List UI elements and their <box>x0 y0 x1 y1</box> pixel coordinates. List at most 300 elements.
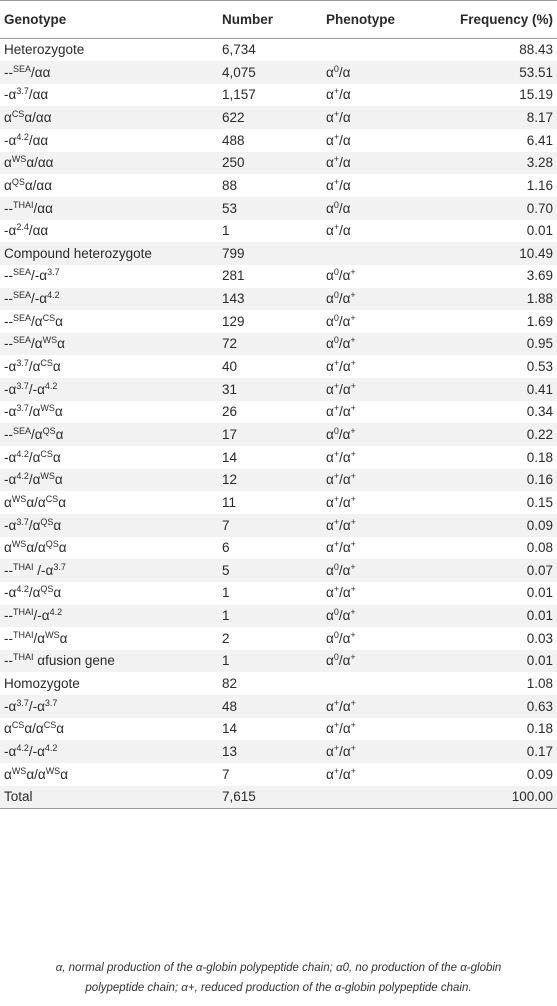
phenotype-cell-text: α <box>326 64 334 80</box>
phenotype-cell <box>322 514 442 537</box>
phenotype-cell-text: α <box>326 721 334 737</box>
genotype-cell-text: -α <box>4 743 17 759</box>
phenotype-cell-superscript: 0 <box>333 312 339 323</box>
frequency-cell: 0.01 <box>526 585 553 601</box>
phenotype-cell-text: /α <box>339 585 351 601</box>
genotype-cell-text: /α <box>28 359 41 375</box>
number-cell: 4,075 <box>218 61 322 84</box>
frequency-cell: 3.69 <box>526 268 553 284</box>
phenotype-cell-superscript: 0 <box>333 335 339 346</box>
phenotype-cell-text: α <box>326 562 334 578</box>
phenotype-cell-text: /α <box>338 313 351 329</box>
phenotype-cell-text: /α <box>338 336 351 352</box>
genotype-cell <box>0 786 218 809</box>
phenotype-cell <box>322 61 442 84</box>
footnote-line-2: polypeptide chain; α+, reduced production of the α-globin polypeptide chain. <box>85 982 472 994</box>
number-cell: 11 <box>222 494 237 510</box>
genotype-cell <box>0 740 218 763</box>
genotype-cell-text: α <box>4 494 12 510</box>
number-cell: 281 <box>222 268 245 284</box>
genotype-cell-superscript: 4.2 <box>47 290 60 301</box>
number-cell: 26 <box>222 404 238 420</box>
table-row <box>0 174 557 197</box>
genotype-cell-superscript: WS <box>11 765 27 776</box>
phenotype-cell-text: /α <box>339 404 351 420</box>
phenotype-cell <box>322 446 442 469</box>
genotype-cell-superscript: 3.7 <box>53 561 66 572</box>
phenotype-cell-superscript: 0 <box>333 629 339 640</box>
number-cell: 7 <box>222 766 230 782</box>
number-cell: 1,157 <box>222 87 256 103</box>
genotype-cell-text: α <box>53 517 62 533</box>
number-cell: 48 <box>218 695 322 718</box>
phenotype-cell-text: /α <box>338 608 351 624</box>
phenotype-cell-text: α <box>326 698 334 714</box>
table-row <box>0 559 557 582</box>
phenotype-cell-superscript: 0 <box>333 652 339 663</box>
frequency-cell: 1.88 <box>442 288 557 311</box>
frequency-cell: 0.17 <box>442 740 557 763</box>
number-cell: 6,734 <box>222 42 256 58</box>
frequency-cell: 0.09 <box>442 514 557 537</box>
genotype-cell-superscript: 4.2 <box>16 471 29 482</box>
genotype-cell <box>0 446 218 469</box>
phenotype-cell-text: /α <box>338 653 351 669</box>
phenotype-cell-text: /α <box>339 743 351 759</box>
genotype-cell-text: -α <box>4 381 17 397</box>
genotype-cell-text: α <box>4 540 12 556</box>
phenotype-cell-text: α <box>326 223 334 239</box>
phenotype-cell-superscript: + <box>350 471 356 482</box>
number-cell: 2 <box>222 630 230 646</box>
number-cell: 1 <box>222 585 230 601</box>
number-cell: 488 <box>222 132 245 148</box>
frequency-cell: 0.16 <box>442 469 557 492</box>
frequency-cell: 0.01 <box>526 223 553 239</box>
phenotype-cell-superscript: + <box>350 584 356 595</box>
phenotype-cell-superscript: 0 <box>333 199 339 210</box>
genotype-cell-text: α <box>54 472 63 488</box>
phenotype-cell-text: /α <box>338 291 351 307</box>
genotype-cell-superscript: QS <box>45 539 59 550</box>
genotype-cell-text: α <box>4 766 12 782</box>
phenotype-cell-text: /α <box>338 426 351 442</box>
phenotype-cell-superscript: + <box>333 222 340 233</box>
phenotype-cell-text: α <box>326 585 334 601</box>
phenotype-cell-superscript: + <box>333 131 340 142</box>
genotype-cell-text: -α <box>4 585 17 601</box>
number-cell: 250 <box>218 152 322 175</box>
header-frequency: Frequency (%) <box>442 1 557 39</box>
genotype-cell <box>0 718 218 741</box>
phenotype-cell-text: α <box>326 630 334 646</box>
genotype-cell-text: -- <box>4 562 13 578</box>
genotype-cell-text: -- <box>4 291 13 307</box>
phenotype-cell-superscript: + <box>333 154 340 165</box>
genotype-cell-text: α <box>56 721 65 737</box>
frequency-cell: 1.08 <box>526 676 553 691</box>
phenotype-cell-superscript: + <box>350 312 356 323</box>
table-row <box>0 537 557 560</box>
phenotype-cell-text: /α <box>339 87 351 103</box>
phenotype-cell-superscript: + <box>333 471 340 482</box>
frequency-cell: 0.95 <box>442 333 557 356</box>
genotype-cell-text: Total <box>4 788 33 804</box>
phenotype-cell-text: α <box>326 653 334 669</box>
phenotype-cell <box>322 333 442 356</box>
phenotype-cell-superscript: + <box>350 697 356 708</box>
phenotype-cell-text: /α <box>339 766 351 782</box>
phenotype-cell-text: α <box>326 359 334 375</box>
genotype-cell-superscript: WS <box>11 539 27 550</box>
genotype-cell-superscript: CS <box>40 358 53 369</box>
table-row <box>0 333 557 356</box>
phenotype-cell-text: α <box>326 381 334 397</box>
phenotype-cell-superscript: + <box>333 403 340 414</box>
genotype-cell-superscript: 4.2 <box>49 607 63 618</box>
genotype-cell-superscript: THAI <box>13 629 34 640</box>
phenotype-cell-text: α <box>326 517 334 533</box>
phenotype-cell-text: /α <box>339 721 351 737</box>
phenotype-cell-text: /α <box>339 381 351 397</box>
genotype-cell-text: α <box>58 494 67 510</box>
phenotype-cell-superscript: + <box>350 765 356 776</box>
genotype-cell <box>0 310 218 333</box>
phenotype-cell-text: α <box>326 426 334 442</box>
genotype-cell-text: /α <box>33 630 46 646</box>
genotype-cell-text: α <box>4 721 12 737</box>
phenotype-cell-superscript: + <box>350 267 356 278</box>
genotype-cell-text: /αα <box>33 200 53 216</box>
table-row <box>0 786 557 809</box>
phenotype-cell-text: /α <box>339 540 351 556</box>
table-row <box>0 695 557 718</box>
genotype-cell <box>0 514 218 537</box>
table-row <box>0 355 557 378</box>
genotype-cell-text: α <box>52 449 61 465</box>
phenotype-cell-text: /α <box>339 698 351 714</box>
phenotype-cell-text: α <box>326 743 334 759</box>
phenotype-cell-text: /α <box>338 630 351 646</box>
genotype-cell-superscript: 4.2 <box>16 584 29 595</box>
phenotype-cell-text: α <box>326 291 334 307</box>
table-row <box>0 378 557 401</box>
frequency-cell: 0.63 <box>442 695 557 718</box>
phenotype-cell <box>322 740 442 763</box>
table-row <box>0 310 557 333</box>
genotype-cell-text: -- <box>4 630 13 646</box>
phenotype-cell-superscript: + <box>333 539 340 550</box>
genotype-cell-text: -- <box>4 268 13 284</box>
phenotype-cell <box>322 84 442 107</box>
table-header-row <box>0 1 557 39</box>
genotype-cell-text: α/αα <box>26 155 54 171</box>
genotype-cell-text: α/α <box>26 766 46 782</box>
genotype-cell-superscript: WS <box>11 154 27 165</box>
genotype-cell <box>0 605 218 628</box>
phenotype-cell <box>322 174 442 197</box>
genotype-cell-superscript: THAI <box>13 199 34 210</box>
phenotype-cell-superscript: + <box>333 380 340 391</box>
genotype-cell-text: -α <box>4 404 17 420</box>
phenotype-cell-text: /α <box>339 359 351 375</box>
genotype-cell-text: -α <box>4 449 17 465</box>
phenotype-cell-superscript: + <box>333 516 340 527</box>
number-cell: 13 <box>218 740 322 763</box>
frequency-cell: 0.41 <box>442 378 557 401</box>
table-row <box>0 627 557 650</box>
phenotype-cell-superscript: + <box>350 290 356 301</box>
genotype-cell-superscript: THAI <box>13 561 34 572</box>
table-row <box>0 469 557 492</box>
header-genotype: Genotype <box>0 1 218 39</box>
genotype-cell-text: Heterozygote <box>4 42 85 58</box>
phenotype-cell-text: /α <box>339 223 351 239</box>
phenotype-cell <box>322 129 442 152</box>
table-footnote <box>0 958 557 998</box>
genotype-cell-text: /-α <box>33 562 54 578</box>
phenotype-cell-superscript: + <box>333 584 340 595</box>
genotype-cell-text: -α <box>4 472 17 488</box>
frequency-cell: 0.22 <box>442 423 557 446</box>
table-body <box>0 39 557 809</box>
table-row <box>0 220 557 243</box>
genotype-cell <box>0 423 218 446</box>
phenotype-cell <box>322 786 442 809</box>
genotype-cell-superscript: 3.7 <box>16 86 29 97</box>
number-cell: 14 <box>222 721 238 737</box>
genotype-cell <box>0 763 218 786</box>
phenotype-cell-text: /α <box>338 200 351 216</box>
table-row <box>0 446 557 469</box>
genotype-cell-superscript: WS <box>45 765 61 776</box>
genotype-cell-text: α <box>60 766 68 782</box>
number-cell: 129 <box>222 313 245 329</box>
table-row <box>0 672 557 695</box>
phenotype-cell-text: α <box>326 336 334 352</box>
phenotype-cell-superscript: + <box>333 720 340 731</box>
table-row <box>0 718 557 741</box>
genotype-cell <box>0 197 218 220</box>
genotype-cell-superscript: CS <box>11 108 25 119</box>
phenotype-cell-text: /α <box>339 132 351 148</box>
genotype-cell-text: -α <box>4 517 17 533</box>
genotype-cell-superscript: SEA <box>13 312 32 323</box>
genotype-cell-text: /α <box>28 472 41 488</box>
genotype-cell-superscript: QS <box>40 516 54 527</box>
phenotype-cell <box>322 310 442 333</box>
genotype-cell-text: α <box>4 177 12 193</box>
genotype-cell <box>0 401 218 424</box>
genotype-cell-superscript: CS <box>11 720 25 731</box>
phenotype-cell-superscript: + <box>333 448 340 459</box>
genotype-cell-text: /-α <box>28 381 45 397</box>
frequency-cell: 53.51 <box>442 61 557 84</box>
genotype-cell-text: -α <box>4 87 17 103</box>
phenotype-cell-text: α <box>326 132 334 148</box>
genotype-cell-text: /α <box>31 336 43 352</box>
genotype-cell-superscript: WS <box>40 471 55 482</box>
table-row <box>0 197 557 220</box>
genotype-cell <box>0 650 218 673</box>
frequency-cell: 0.34 <box>526 404 553 420</box>
genotype-cell <box>0 582 218 605</box>
genotype-cell-superscript: 3.7 <box>16 380 29 391</box>
frequency-cell: 10.49 <box>442 242 557 265</box>
phenotype-cell <box>322 242 442 265</box>
genotype-cell-superscript: CS <box>45 493 59 504</box>
phenotype-cell-superscript: + <box>350 448 356 459</box>
genotype-cell <box>0 242 218 265</box>
footnote-line-1: α, normal production of the α-globin polypeptide chain; α0, no production of the α-globin <box>55 962 502 974</box>
phenotype-cell-superscript: + <box>333 86 340 97</box>
genotype-cell-superscript: 4.2 <box>44 380 58 391</box>
phenotype-cell-text: α <box>326 449 334 465</box>
genotype-cell-superscript: CS <box>43 720 57 731</box>
frequency-cell: 15.19 <box>519 87 553 103</box>
phenotype-cell <box>322 401 442 424</box>
genotype-cell-superscript: 3.7 <box>44 697 58 708</box>
frequency-cell: 3.28 <box>442 152 557 175</box>
phenotype-cell <box>322 582 442 605</box>
genotype-cell-text: /α <box>28 404 41 420</box>
phenotype-cell-text: α <box>326 608 334 624</box>
phenotype-cell-superscript: + <box>350 607 356 618</box>
genotype-cell-superscript: 4.2 <box>16 131 29 142</box>
number-cell: 7 <box>218 514 322 537</box>
genotype-cell <box>0 152 218 175</box>
table-row <box>0 288 557 311</box>
genotype-cell-text: Homozygote <box>4 676 80 691</box>
phenotype-cell <box>322 627 442 650</box>
phenotype-cell <box>322 378 442 401</box>
phenotype-cell-superscript: 0 <box>333 63 339 74</box>
phenotype-cell <box>322 672 442 695</box>
number-cell: 1 <box>218 650 322 673</box>
table-row <box>0 650 557 673</box>
genotype-cell-text: -- <box>4 64 13 80</box>
genotype-cell-superscript: 3.7 <box>16 697 29 708</box>
phenotype-cell <box>322 423 442 446</box>
genotype-cell <box>0 378 218 401</box>
phenotype-cell <box>322 355 442 378</box>
phenotype-cell-text: α <box>326 540 334 556</box>
genotype-cell-text: α/α <box>26 494 46 510</box>
phenotype-cell-superscript: + <box>333 765 340 776</box>
genotype-cell <box>0 265 218 288</box>
phenotype-cell-text: /α <box>339 109 351 125</box>
phenotype-cell-text: /α <box>338 268 351 284</box>
genotype-cell <box>0 84 218 107</box>
phenotype-cell-text: α <box>326 313 334 329</box>
number-cell: 88 <box>222 177 238 193</box>
frequency-cell: 0.18 <box>526 449 553 465</box>
number-cell: 40 <box>222 359 238 375</box>
phenotype-cell <box>322 559 442 582</box>
genotype-cell-text: /αα <box>28 223 49 239</box>
genotype-cell-superscript: QS <box>42 425 56 436</box>
frequency-cell: 88.43 <box>519 42 553 58</box>
genotype-cell <box>0 672 218 695</box>
genotype-cell-superscript: WS <box>42 335 58 346</box>
table-row <box>0 152 557 175</box>
genotype-cell <box>0 469 218 492</box>
header-number: Number <box>218 1 322 39</box>
table-row <box>0 740 557 763</box>
phenotype-cell-text: α <box>326 155 334 171</box>
genotype-cell-text: /αα <box>28 87 49 103</box>
phenotype-cell-superscript: 0 <box>333 267 339 278</box>
phenotype-cell <box>322 650 442 673</box>
genotype-cell-text: /α <box>28 585 41 601</box>
genotype-cell-superscript: 4.2 <box>16 742 29 753</box>
table-row <box>0 763 557 786</box>
number-cell: 622 <box>218 106 322 129</box>
frequency-cell: 0.03 <box>526 630 553 646</box>
phenotype-cell-superscript: + <box>350 425 356 436</box>
phenotype-cell <box>322 39 442 62</box>
phenotype-cell <box>322 152 442 175</box>
genotype-cell <box>0 106 218 129</box>
frequency-cell: 6.41 <box>526 132 553 148</box>
table-row <box>0 582 557 605</box>
genotype-cell-text: /-α <box>28 698 45 714</box>
genotype-cell-text: α/αα <box>24 109 52 125</box>
phenotype-cell-superscript: 0 <box>333 290 339 301</box>
genotype-cell <box>0 355 218 378</box>
number-cell: 5 <box>218 559 322 582</box>
frequency-cell: 0.18 <box>526 721 553 737</box>
genotype-cell-superscript: SEA <box>13 267 32 278</box>
frequency-cell: 1.69 <box>526 313 553 329</box>
phenotype-cell-text: α <box>326 268 334 284</box>
genotype-cell-text: /-α <box>28 743 45 759</box>
phenotype-cell <box>322 695 442 718</box>
genotype-cell <box>0 61 218 84</box>
number-cell: 17 <box>218 423 322 446</box>
genotype-cell <box>0 39 218 62</box>
genotype-cell <box>0 491 218 514</box>
genotype-cell <box>0 627 218 650</box>
frequency-cell: 0.15 <box>526 494 553 510</box>
genotype-cell-superscript: QS <box>11 176 25 187</box>
number-cell: 1 <box>218 605 322 628</box>
phenotype-cell <box>322 491 442 514</box>
phenotype-cell <box>322 106 442 129</box>
phenotype-cell-text: /α <box>339 155 351 171</box>
genotype-cell-text: α/αα <box>24 177 52 193</box>
genotype-cell-text: /α <box>28 449 41 465</box>
genotype-cell-text: α <box>58 540 67 556</box>
phenotype-cell-text: /α <box>339 494 351 510</box>
genotype-cell-text: α <box>53 585 62 601</box>
phenotype-cell-text: α <box>326 200 334 216</box>
phenotype-cell <box>322 763 442 786</box>
table-row <box>0 491 557 514</box>
genotype-cell-text: -- <box>4 200 13 216</box>
genotype-cell-text: α <box>54 404 63 420</box>
genotype-cell-text: /α <box>31 313 43 329</box>
frequency-cell: 100.00 <box>442 786 557 809</box>
genotype-cell-text: /αα <box>31 64 51 80</box>
genotype-cell-text: -- <box>4 608 13 624</box>
genotype-cell-superscript: 4.2 <box>44 742 58 753</box>
genotype-cell-text: αfusion gene <box>33 653 115 669</box>
genotype-cell-superscript: SEA <box>13 335 32 346</box>
phenotype-cell-text: α <box>326 177 334 193</box>
genotype-cell-text: α <box>4 109 12 125</box>
genotype-cell <box>0 129 218 152</box>
